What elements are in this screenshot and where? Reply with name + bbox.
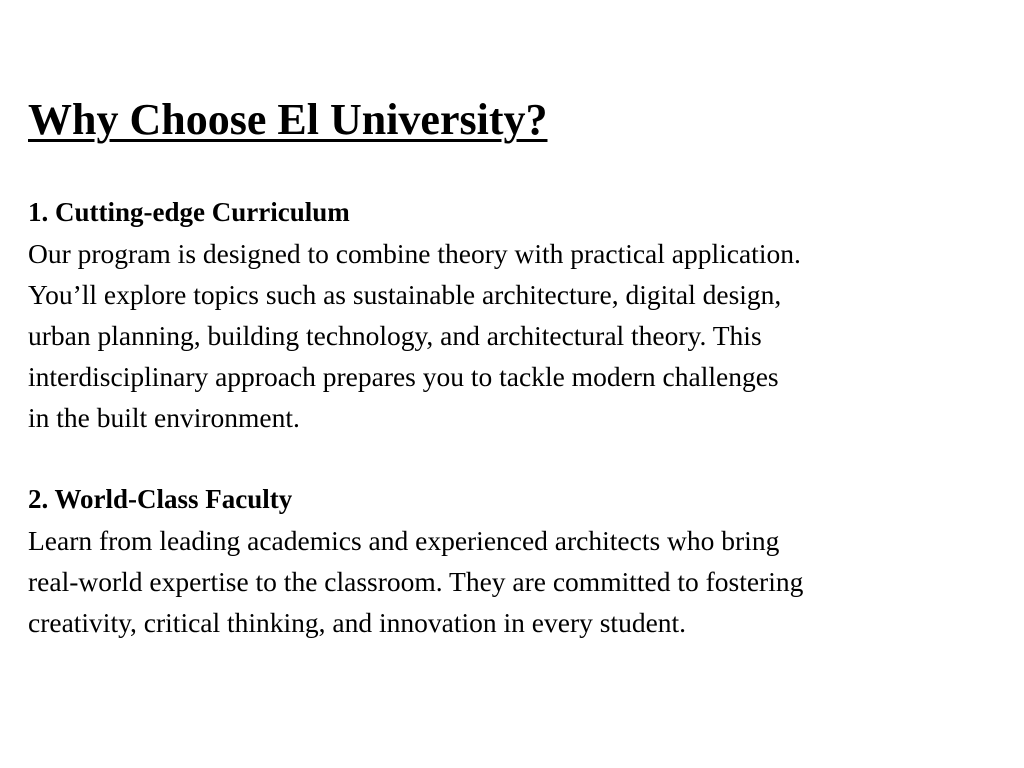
section-body (28, 233, 1008, 438)
body-line: real-world expertise to the classroom. They are committed to fostering (28, 566, 804, 597)
section-heading: 1. Cutting-edge Curriculum (28, 197, 350, 227)
section-heading: 2. World-Class Faculty (28, 484, 293, 514)
body-line: You’ll explore topics such as sustainable architecture, digital design, (28, 279, 782, 310)
slide-title: Why Choose El University? (28, 95, 548, 144)
section-curriculum (28, 192, 1008, 438)
body-line: Our program is designed to combine theory with practical application. (28, 238, 801, 269)
body-line: creativity, critical thinking, and innovation in every student. (28, 607, 687, 638)
body-line: urban planning, building technology, and architectural theory. This (28, 320, 762, 351)
body-line: in the built environment. (28, 402, 300, 433)
body-line: Learn from leading academics and experienced architects who bring (28, 525, 780, 556)
section-faculty (28, 479, 1008, 643)
section-body (28, 520, 1008, 643)
body-line: interdisciplinary approach prepares you to tackle modern challenges (28, 361, 779, 392)
slide-content (28, 92, 1008, 643)
